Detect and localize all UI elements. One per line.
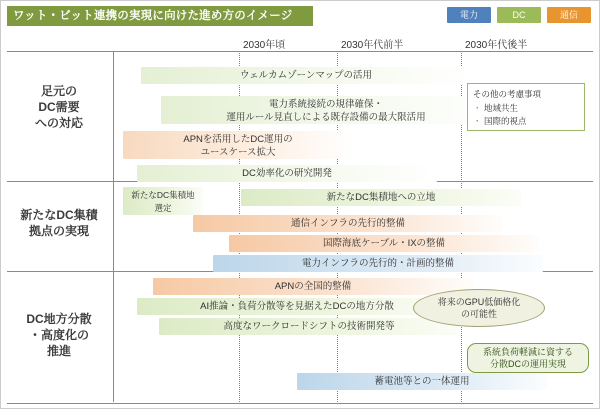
- notes-item: ・ 国際的視点: [484, 115, 579, 127]
- bar-line-1: 新たなDC集積地: [131, 190, 195, 200]
- row-title-new-dc-hubs: [9, 207, 109, 239]
- timeline-header: [1, 34, 600, 52]
- bar-power-infra-planned: 電力インフラの先行的・計画的整備: [213, 255, 543, 272]
- legend-item-dc: DC: [497, 7, 541, 23]
- notes-box-other-considerations: [467, 83, 585, 131]
- bar-apn-nationwide: APNの全国的整備: [153, 278, 473, 295]
- row-title-line-1: DC地方分散: [26, 312, 92, 326]
- page-title: ワット・ビット連携の実現に向けた進め方のイメージ: [7, 6, 313, 26]
- era-label-2030s-first-half: 2030年代前半: [341, 40, 404, 51]
- legend-item-comm: 通信: [547, 7, 591, 23]
- row-title-line-3: 推進: [46, 344, 71, 359]
- era-label-2030: 2030年頃: [243, 40, 286, 51]
- row-title-line-1: 新たなDC集積: [20, 208, 98, 222]
- row-title-line-2: 拠点の実現: [28, 224, 89, 239]
- row-label-column-divider: [113, 51, 114, 402]
- legend-item-power: 電力: [447, 7, 491, 23]
- row-divider-bottom: [7, 403, 593, 404]
- callout-text: 系統負荷軽減に資する 分散DCの運用実現: [482, 346, 573, 369]
- row-title-line-2: ・高度化の: [28, 328, 89, 343]
- callout-text: 将来のGPU低価格化 の可能性: [437, 296, 521, 319]
- bar-new-dc-cluster-selection: [123, 187, 203, 215]
- notes-item: ・ 地域共生: [484, 102, 579, 114]
- row-title-line-1: 足元の: [40, 84, 77, 98]
- notes-title: その他の考慮事項: [473, 89, 542, 99]
- bar-line-1: 電力系統接続の規律確保・: [268, 99, 383, 110]
- row-title-line-2: DC需要: [38, 100, 80, 115]
- bar-battery-integrated-operation: 蓄電池等との一体運用: [297, 373, 547, 390]
- callout-gpu-price-drop: [413, 289, 545, 327]
- row-divider-top: [7, 51, 593, 52]
- bar-line-2: 運用ルール見直しによる既存設備の最大限活用: [226, 112, 426, 123]
- bar-line-2: 選定: [154, 203, 172, 213]
- bar-workload-shift-rnd: 高度なワークロードシフトの技術開発等: [159, 318, 459, 335]
- bar-line-1: APNを活用したDC運用の: [183, 134, 293, 145]
- notes-list: [473, 102, 579, 127]
- bar-welcome-zone-map: ウェルカムゾーンマップの活用: [141, 67, 471, 84]
- legend: [447, 7, 591, 23]
- bar-ai-inference-dispersion: AI推論・負荷分散等を見据えたDCの地方分散: [137, 298, 457, 315]
- bar-grid-connection-rules: [161, 96, 491, 124]
- bar-new-dc-cluster-siting: 新たなDC集積地への立地: [241, 189, 521, 206]
- bar-dc-efficiency-rnd: DC効率化の研究開発: [137, 165, 437, 182]
- row-title-line-3: への対応: [34, 116, 83, 131]
- era-label-2030s-latter-half: 2030年代後半: [465, 40, 528, 51]
- bar-submarine-cable-ix: 国際海底ケーブル・IXの整備: [229, 235, 539, 252]
- bar-apn-usecase-expansion: [123, 131, 353, 159]
- row-title-regional-dc-dispersion: [9, 311, 109, 360]
- bar-line-2: ユースケース拡大: [200, 147, 276, 158]
- callout-grid-load-reduction: [467, 343, 589, 373]
- row-title-immediate-dc-demand: [9, 83, 109, 132]
- bar-comm-infra-advance: 通信インフラの先行的整備: [193, 215, 503, 232]
